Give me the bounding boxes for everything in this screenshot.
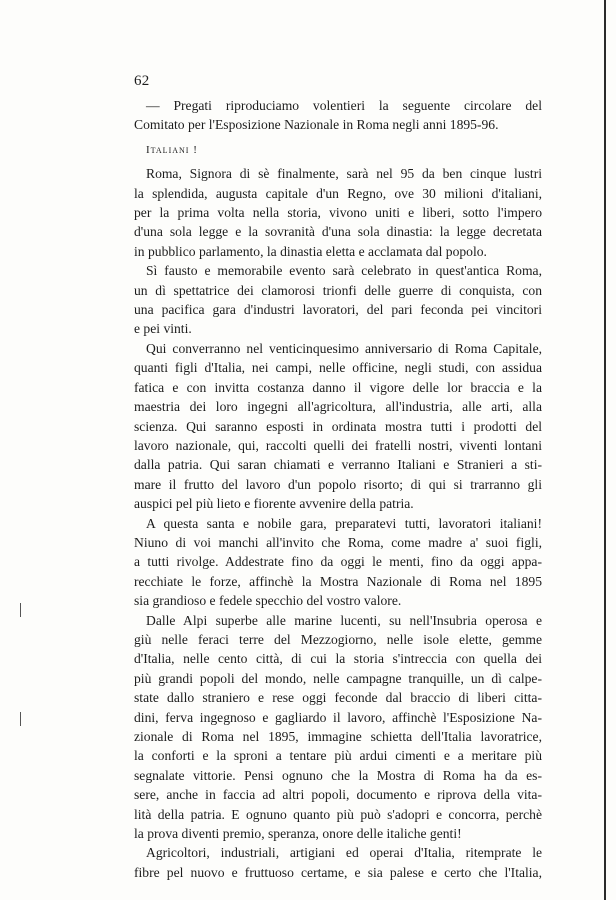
text-line: giù nelle feraci terre del Mezzogiorno, nelle isole elette, gemme	[134, 631, 542, 647]
intro-paragraph	[134, 96, 542, 135]
text-line: dalla patria. Qui saran chiamati e verranno Italiani e Stranieri a sti-	[134, 457, 542, 473]
text-line: Dalle Alpi superbe alle marine lucenti, su nell'Insubria operosa e	[146, 612, 542, 628]
text-line: più grandi popoli del mondo, nelle campagne tranquille, un dì calpe-	[134, 670, 542, 686]
text-line: recchiate le forze, affinchè la Mostra Nazionale di Roma nel 1895	[134, 573, 542, 589]
text-line: Roma, Signora di sè finalmente, sarà nel 95 da ben cinque lustri	[146, 166, 542, 182]
text-line: scienza. Qui saranno esposti in ordinata mostra tutti i prodotti del	[134, 418, 542, 434]
paragraph	[134, 843, 542, 882]
text-line: la prova diventi premio, speranza, onore delle italiche genti!	[134, 826, 462, 842]
text-line: mare il frutto del lavoro d'un popolo risorto; di qui si trarranno gli	[134, 476, 542, 492]
page-number: 62	[134, 73, 150, 89]
text-line: una pacifica gara d'industri lavoratori, del pari feconda pei vincitori	[134, 302, 542, 318]
text-line: state dallo straniero e rese oggi feconde dal braccio di liberi citta-	[134, 690, 542, 706]
paragraph	[134, 261, 542, 339]
text-line: sia grandioso e fedele specchio del vostro valore.	[134, 593, 402, 609]
text-line: fatica e con invitta costanza danno il vigore delle lor braccia e la	[134, 379, 542, 395]
text-line: quanti figli d'Italia, nei campi, nelle officine, negli studi, con assidua	[134, 360, 542, 376]
text-line: la splendida, augusta capitale d'un Regno, ove 30 milioni d'italiani,	[134, 185, 542, 201]
text-line: A questa santa e nobile gara, preparatevi tutti, lavoratori italiani!	[146, 515, 542, 531]
text-line: Qui converranno nel venticinquesimo anniversario di Roma Capitale,	[146, 340, 542, 356]
text-line: d'Italia, nelle cento città, di cui la storia s'intreccia con quella dei	[134, 651, 542, 667]
text-line: a tutti rivolge. Addestrate fino da oggi le menti, fino da oggi appa-	[134, 554, 542, 570]
text-line: fibre pel nuovo e fruttuoso certame, e sia palese e certo che l'Italia,	[134, 864, 542, 880]
text-line: Niuno di voi manchi all'invito che Roma, come madre a' suoi figli,	[134, 534, 542, 550]
paragraph	[134, 514, 542, 611]
text-line: — Pregati riproduciamo volentieri la seguente circolare del	[146, 98, 542, 113]
text-line: la conforti e la sproni a tentare più ardui cimenti e a meritare più	[134, 748, 542, 764]
margin-mark	[20, 603, 21, 617]
text-line: e pei vinti.	[134, 321, 192, 337]
text-line: Comitato per l'Esposizione Nazionale in Roma negli anni 1895-96.	[134, 117, 499, 133]
text-line: lità della patria. E ognuno quanto più può s'adopri e concorra, perchè	[134, 806, 542, 822]
text-line: zionale di Roma nel 1895, immagine schietta dell'Italia lavoratrice,	[134, 729, 542, 744]
text-line: sere, anche in faccia ad altri popoli, documento e riprova della vita-	[134, 787, 542, 803]
text-line: per la prima volta nella storia, vivono uniti e liberi, sotto l'impero	[134, 205, 542, 221]
text-line: in pubblico parlamento, la dinastia eletta e acclamata dal popolo.	[134, 243, 487, 259]
salutation: Italiani !	[146, 143, 198, 156]
text-line: lavoro nazionale, qui, raccolti quelli dei fratelli nostri, viventi lontani	[134, 437, 542, 453]
text-line: un dì spettatrice dei clamorosi trionfi delle guerre di conquista, con	[134, 282, 542, 298]
margin-mark	[20, 712, 21, 726]
text-line: maestria dei loro ingegni all'agricoltura, all'industria, alle arti, alla	[134, 399, 542, 415]
text-line: dini, ferva ingegnoso e gagliardo il lavoro, affinchè l'Esposizione Na-	[134, 709, 542, 725]
body-text	[134, 96, 542, 882]
text-line: Agricoltori, industriali, artigiani ed operai d'Italia, ritemprate le	[146, 845, 542, 861]
paragraph	[134, 611, 542, 844]
paragraph	[134, 339, 542, 514]
text-line: d'una sola legge e la sovranità d'una sola dinastia: la legge decretata	[134, 224, 542, 240]
paragraph	[134, 164, 542, 261]
page-edge-shadow	[604, 0, 606, 900]
text-line: auspici pel più lieto e fiorente avvenire della patria.	[134, 496, 414, 512]
text-line: Sì fausto e memorabile evento sarà celebrato in quest'antica Roma,	[146, 263, 542, 279]
text-line: segnalate vittorie. Pensi ognuno che la Mostra di Roma ha da es-	[134, 767, 542, 783]
